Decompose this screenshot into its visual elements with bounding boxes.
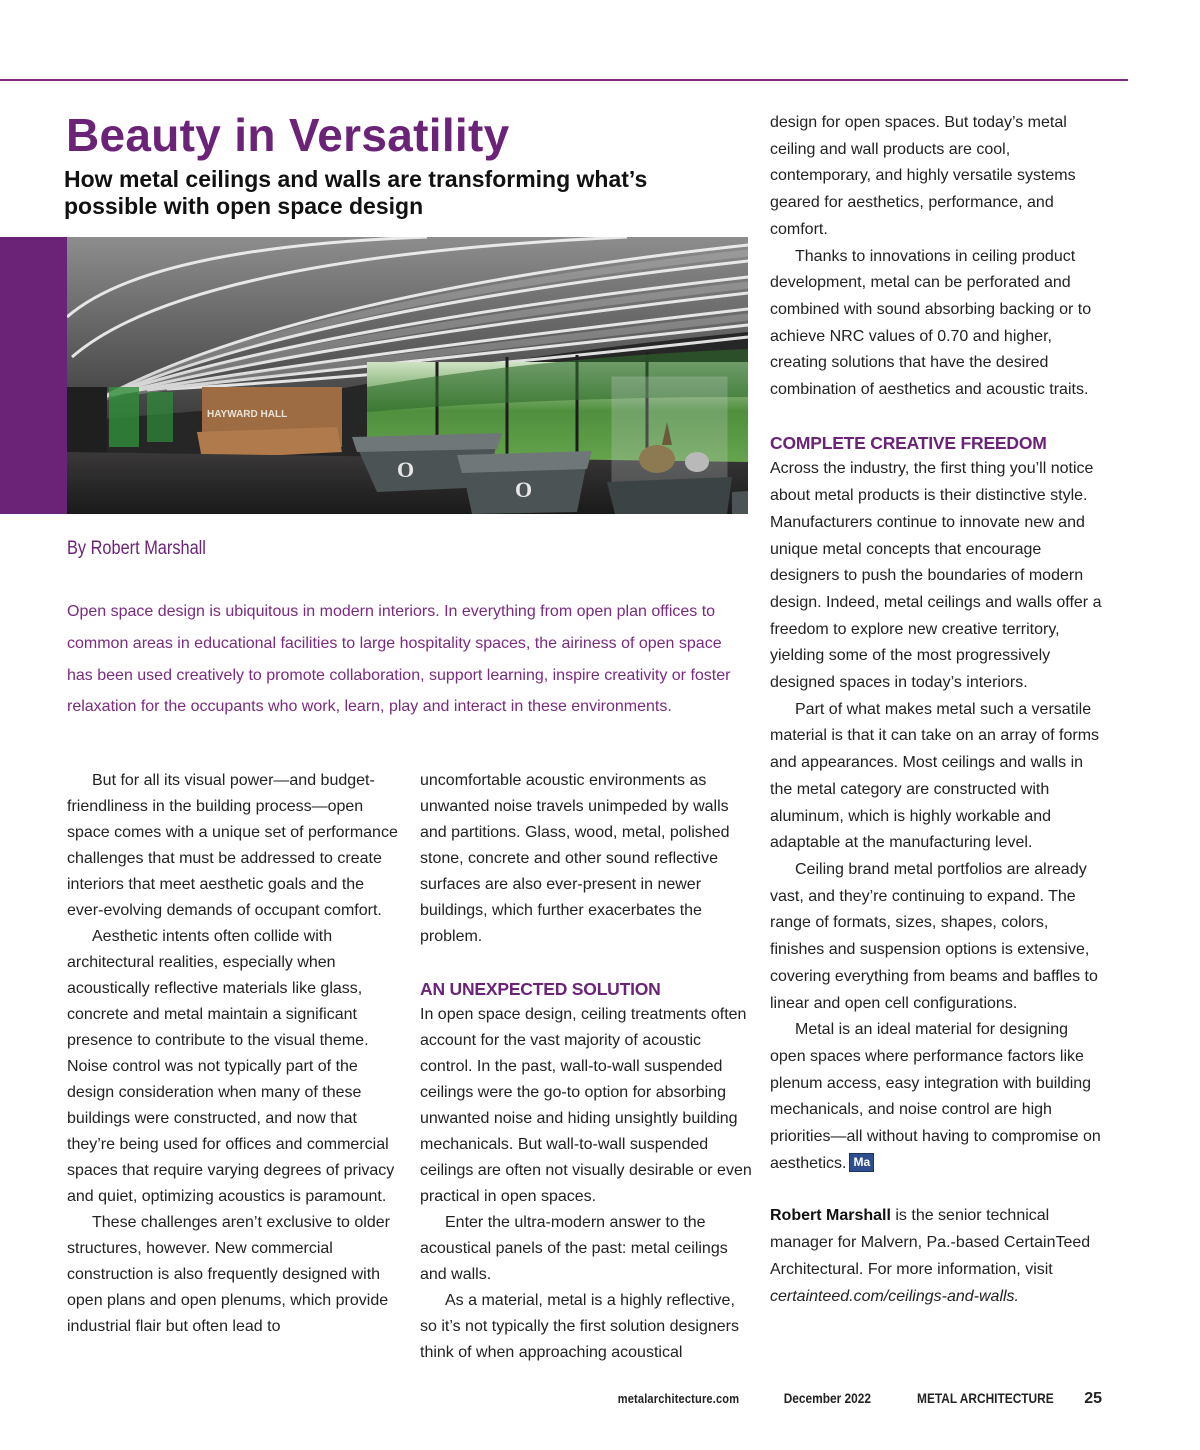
footer-magazine-name: METAL ARCHITECTURE bbox=[917, 1390, 1054, 1406]
body-paragraph: But for all its visual power—and budget-friendliness in the building process—open space comes with a unique set of performance challenges that must be addressed to create interiors that meet aesthetic goals and the ever-evolving demands of occupant comfort. bbox=[67, 772, 398, 919]
body-paragraph: Part of what makes metal such a versatile material is that it can take on an array of forms and appearances. Most ceilings and walls in the metal category are constructed with aluminum, which is highly workable and adaptable at the manufacturing level. bbox=[770, 700, 1100, 852]
page-footer bbox=[607, 1390, 1102, 1408]
intro-paragraph: Open space design is ubiquitous in modern interiors. In everything from open plan offices to common areas in educational facilities to large hospitality spaces, the airiness of open space has been used creatively to promote collaboration, support learning, inspire creativity or foster relaxation for the occupants who work, learn, play and interact in these environments. bbox=[67, 603, 731, 716]
bio-text: is the senior technical manager for Malvern, Pa.-based CertainTeed Architectural. For more information, visit bbox=[770, 1207, 1091, 1278]
final-paragraph-text: Metal is an ideal material for designing open spaces where performance factors like plenum access, easy integration with building mechanicals, and noise control are high priorities—all without having to compromise on aesthetics. bbox=[770, 1021, 1101, 1172]
bio-author-name: Robert Marshall bbox=[770, 1207, 891, 1225]
column-2 bbox=[420, 768, 753, 1366]
body-paragraph: uncomfortable acoustic environments as unwanted noise travels unimpeded by walls and partitions. Glass, wood, metal, polished stone, concrete and other sound reflective surfaces are also ever-present in newer buildings, which further exacerbates the problem. bbox=[420, 772, 730, 945]
top-rule bbox=[0, 79, 1128, 81]
pedestal-logo-1: O bbox=[397, 457, 415, 482]
end-mark-icon: Ma bbox=[849, 1153, 874, 1172]
section-heading: COMPLETE CREATIVE FREEDOM bbox=[770, 432, 1047, 453]
lobby-photo bbox=[67, 237, 748, 514]
article-title: Beauty in Versatility bbox=[66, 109, 510, 161]
body-paragraph: These challenges aren’t exclusive to older structures, however. New commercial construction is also frequently designed with open plans and open plenums, which provide industrial flair but often lead to bbox=[67, 1214, 390, 1335]
byline: By Robert Marshall bbox=[67, 538, 206, 559]
body-paragraph: Enter the ultra-modern answer to the acoustical panels of the past: metal ceilings and walls. bbox=[420, 1214, 728, 1283]
bio-url-link[interactable]: certainteed.com/ceilings-and-walls. bbox=[770, 1287, 1019, 1305]
article-subtitle: How metal ceilings and walls are transforming what’s possible with open space design bbox=[64, 166, 648, 219]
author-bio bbox=[770, 1203, 1106, 1310]
section-heading: AN UNEXPECTED SOLUTION bbox=[420, 979, 661, 999]
body-paragraph: design for open spaces. But today’s metal ceiling and wall products are cool, contemporary, and highly versatile systems geared for aesthetics, performance, and comfort. bbox=[770, 114, 1076, 238]
body-paragraph: As a material, metal is a highly reflective, so it’s not typically the first solution designers think of when approaching acoustical bbox=[420, 1292, 739, 1361]
body-paragraph: In open space design, ceiling treatments often account for the vast majority of acoustic control. In the past, wall-to-wall suspended ceilings were the go-to option for absorbing unwanted noise and hiding unsightly building mechanicals. But wall-to-wall suspended ceilings are often not visually desirable or even practical in open spaces. bbox=[420, 1006, 752, 1205]
body-paragraph: Across the industry, the first thing you’ll notice about metal products is their distinctive style. Manufacturers continue to innovate new and unique metal concepts that encourage designers to push the boundaries of modern design. Indeed, metal ceilings and walls offer a freedom to explore new creative territory, yielding some of the most progressively designed spaces in today’s interiors. bbox=[770, 460, 1102, 692]
column-1 bbox=[67, 768, 400, 1340]
body-paragraph-final bbox=[770, 1017, 1106, 1177]
footer-page-number: 25 bbox=[1084, 1390, 1102, 1407]
side-accent-bar bbox=[0, 237, 67, 514]
footer-website[interactable]: metalarchitecture.com bbox=[618, 1391, 740, 1406]
body-paragraph: Thanks to innovations in ceiling product development, metal can be perforated and combined with sound absorbing backing or to achieve NRC values of 0.70 and higher, creating solutions that have the desired combination of aesthetics and acoustic traits. bbox=[770, 247, 1092, 399]
footer-issue-date: December 2022 bbox=[784, 1390, 872, 1406]
pedestal-logo-2: O bbox=[515, 477, 533, 502]
column-3 bbox=[770, 110, 1106, 1310]
body-paragraph: Aesthetic intents often collide with architectural realities, especially when acoustically reflective materials like glass, concrete and metal maintain a significant presence to contribute to the visual theme. Noise control was not typically part of the design consideration when many of these buildings were constructed, and now that they’re being used for offices and commercial spaces that require varying degrees of privacy and quiet, optimizing acoustics is paramount. bbox=[67, 928, 395, 1205]
hayward-hall-sign: HAYWARD HALL bbox=[207, 409, 288, 420]
body-paragraph: Ceiling brand metal portfolios are already vast, and they’re continuing to expand. The range of formats, sizes, shapes, colors, finishes and suspension options is extensive, covering everything from beams and baffles to linear and open cell configurations. bbox=[770, 860, 1098, 1012]
